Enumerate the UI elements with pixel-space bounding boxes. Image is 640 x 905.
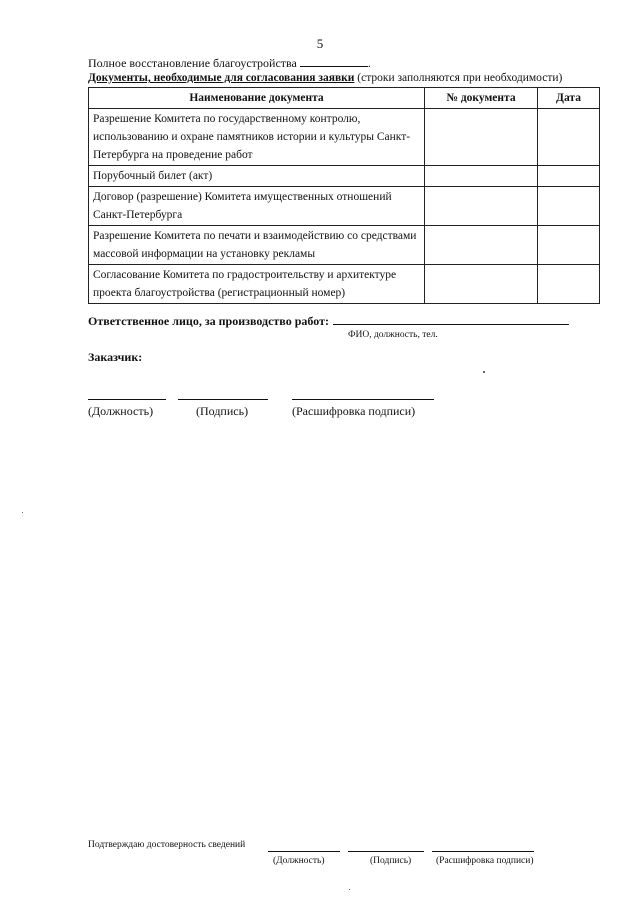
customer-position-line[interactable] [88, 399, 166, 400]
document-name-cell: Порубочный билет (акт) [89, 166, 425, 187]
header-document-name: Наименование документа [89, 88, 425, 109]
document-date-cell[interactable] [538, 226, 600, 265]
table-row [89, 166, 600, 187]
documents-heading-bold: Документы, необходимые для согласования заявки [88, 72, 355, 84]
customer-decode-label: (Расшифровка подписи) [292, 404, 416, 418]
speck [483, 371, 485, 373]
speck [349, 889, 350, 890]
confirm-signature-label: (Подпись) [370, 856, 412, 866]
document-date-cell[interactable] [538, 166, 600, 187]
document-number-cell[interactable] [425, 265, 538, 304]
header-document-number: № документа [425, 88, 538, 109]
header-document-date: Дата [538, 88, 600, 109]
responsible-person-line [88, 314, 569, 329]
documents-table [88, 87, 600, 304]
document-name-cell: Разрешение Комитета по государственному контролю, использованию и охране памятников истории и культуры Санкт-Петербурга на проведение работ [89, 109, 425, 166]
restoration-blank[interactable] [300, 56, 368, 67]
table-header-row [89, 88, 600, 109]
speck [22, 512, 23, 513]
restoration-line [88, 56, 371, 71]
confirmation-label: Подтверждаю достоверность сведений [88, 840, 246, 850]
page-number: 5 [316, 36, 324, 51]
document-number-cell[interactable] [425, 226, 538, 265]
document-number-cell[interactable] [425, 187, 538, 226]
documents-heading-note: (строки заполняются при необходимости) [354, 72, 563, 84]
table-row [89, 109, 600, 166]
document-date-cell[interactable] [538, 265, 600, 304]
table-row [89, 265, 600, 304]
document-number-cell[interactable] [425, 109, 538, 166]
restoration-label: Полное восстановление благоустройства [88, 56, 297, 70]
customer-signature-line[interactable] [178, 399, 268, 400]
confirm-signature-line[interactable] [348, 851, 424, 852]
confirm-decode-line[interactable] [432, 851, 534, 852]
responsible-person-hint: ФИО, должность, тел. [348, 330, 438, 340]
document-date-cell[interactable] [538, 109, 600, 166]
restoration-suffix: . [367, 56, 371, 70]
document-name-cell: Договор (разрешение) Комитета имущественных отношений Санкт-Петербурга [89, 187, 425, 226]
table-row [89, 187, 600, 226]
responsible-person-label: Ответственное лицо, за производство работ: [88, 314, 329, 328]
customer-position-label: (Должность) [88, 404, 154, 418]
customer-decode-line[interactable] [292, 399, 434, 400]
confirm-position-line[interactable] [268, 851, 340, 852]
confirm-decode-label: (Расшифровка подписи) [436, 856, 534, 866]
document-date-cell[interactable] [538, 187, 600, 226]
customer-signature-label: (Подпись) [196, 404, 249, 418]
responsible-person-blank[interactable] [333, 314, 569, 325]
confirm-position-label: (Должность) [273, 856, 325, 866]
table-row [89, 226, 600, 265]
document-name-cell: Согласование Комитета по градостроительству и архитектуре проекта благоустройства (регистрационный номер) [89, 265, 425, 304]
document-number-cell[interactable] [425, 166, 538, 187]
customer-label: Заказчик: [88, 350, 143, 364]
documents-heading [88, 72, 562, 84]
document-name-cell: Разрешение Комитета по печати и взаимодействию со средствами массовой информации на установку рекламы [89, 226, 425, 265]
